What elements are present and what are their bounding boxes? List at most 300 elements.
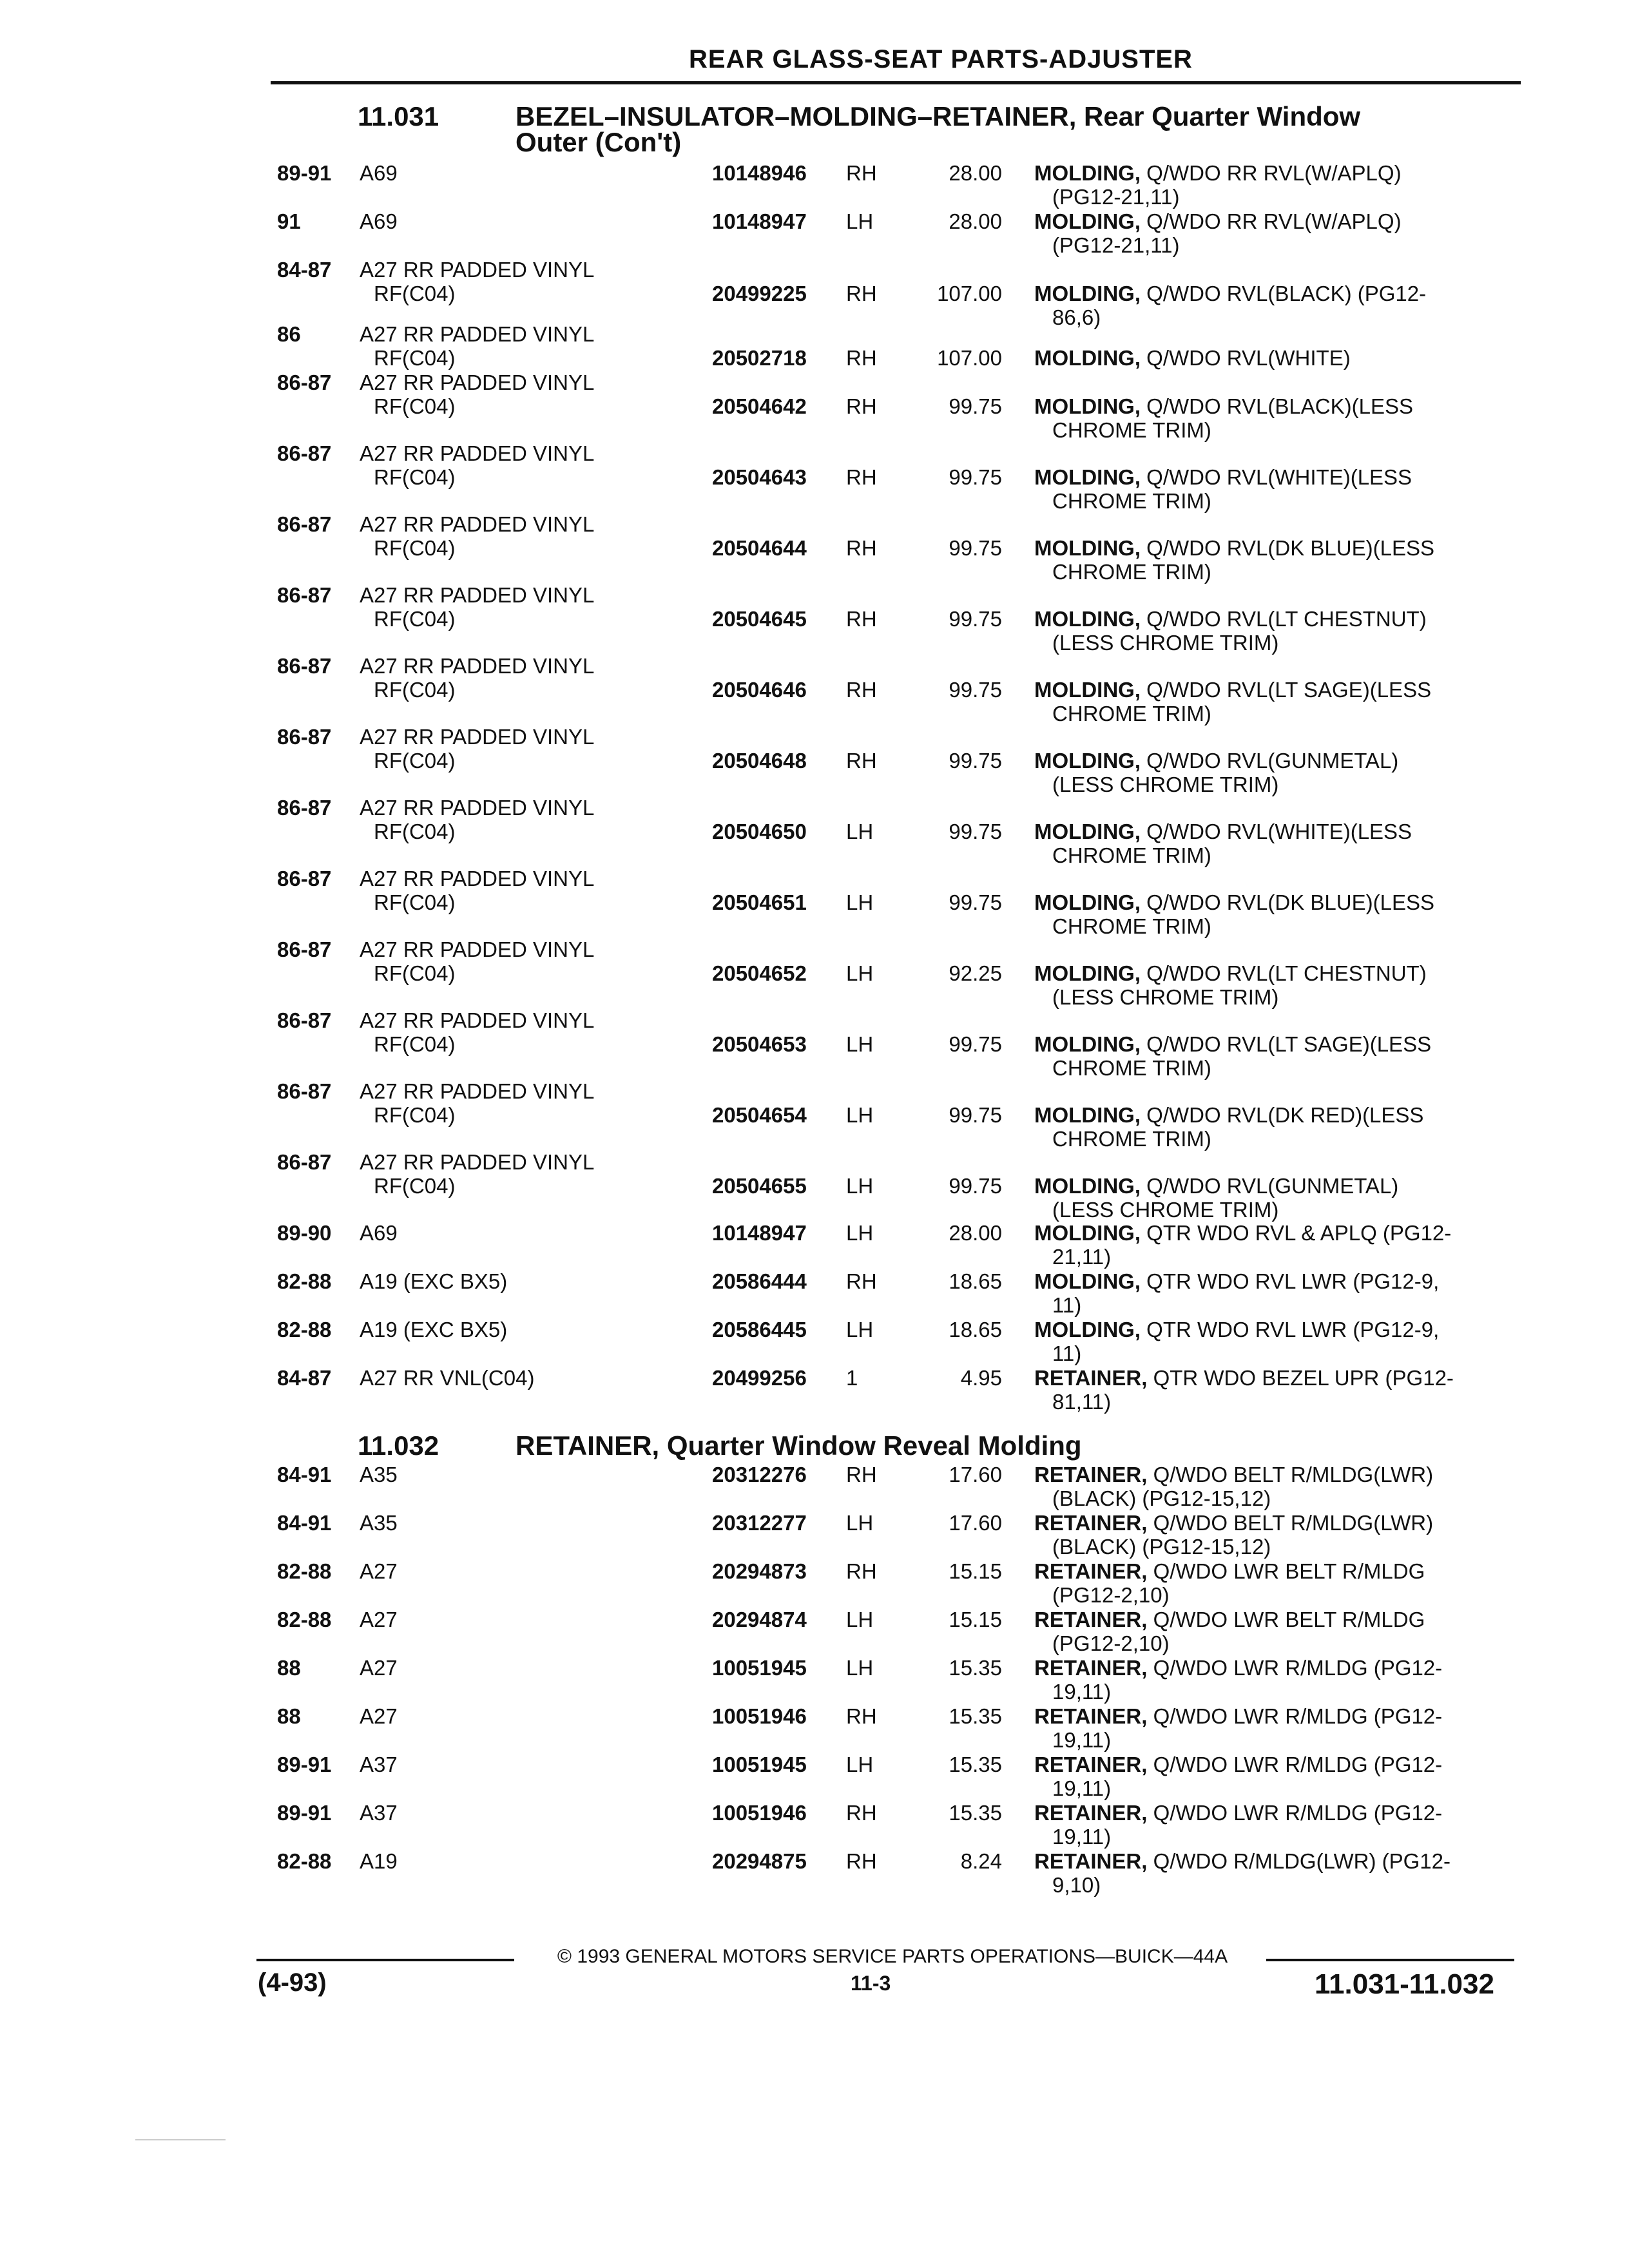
table-row xyxy=(0,583,1629,655)
description-line-2 xyxy=(1052,489,1516,513)
part-number: 10148946 xyxy=(712,161,807,185)
part-number: 20499256 xyxy=(712,1366,807,1390)
list-price: 17.60 xyxy=(949,1511,1002,1535)
description-noun: MOLDING, xyxy=(1034,1221,1141,1245)
table-row xyxy=(0,370,1629,442)
description-line-2 xyxy=(1052,1198,1516,1222)
list-price: 99.75 xyxy=(949,1103,1002,1127)
description-noun: MOLDING, xyxy=(1034,820,1141,843)
description-noun: MOLDING, xyxy=(1034,394,1141,418)
model-line-2: RF(C04) xyxy=(374,1032,456,1056)
part-number: 20504648 xyxy=(712,749,807,773)
list-price: 15.35 xyxy=(949,1704,1002,1728)
description-line-2 xyxy=(1052,1631,1516,1655)
description-line-1 xyxy=(1034,282,1524,305)
model-years: 82-88 xyxy=(277,1849,332,1873)
description-continued: 81,11) xyxy=(1052,1390,1112,1414)
description-line-2 xyxy=(1052,233,1516,257)
part-number: 20586444 xyxy=(712,1269,807,1293)
part-description xyxy=(1034,1318,1524,1365)
description-line-2 xyxy=(1052,702,1516,726)
description-line-1 xyxy=(1034,1559,1524,1583)
table-row xyxy=(0,1849,1629,1896)
model-applicability xyxy=(360,654,708,702)
description-detail: QTR WDO RVL LWR (PG12-9, xyxy=(1140,1269,1440,1293)
part-number: 20504643 xyxy=(712,465,807,489)
table-row xyxy=(0,322,1629,369)
part-description xyxy=(1034,536,1524,584)
model-years: 89-91 xyxy=(277,161,332,185)
model-line-1: A27 RR PADDED VINYL xyxy=(360,725,595,749)
model-line-1: A69 xyxy=(360,161,398,185)
table-row xyxy=(0,512,1629,584)
description-noun: RETAINER, xyxy=(1034,1656,1148,1680)
model-years: 82-88 xyxy=(277,1559,332,1583)
model-applicability xyxy=(360,1608,708,1631)
model-years: 84-91 xyxy=(277,1511,332,1535)
description-line-1 xyxy=(1034,1318,1524,1341)
description-detail: Q/WDO BELT R/MLDG(LWR) xyxy=(1147,1463,1434,1486)
description-noun: MOLDING, xyxy=(1034,961,1141,985)
list-price: 15.35 xyxy=(949,1656,1002,1680)
part-number: 20586445 xyxy=(712,1318,807,1341)
side-quantity: RH xyxy=(846,1269,877,1293)
model-applicability xyxy=(360,1801,708,1825)
list-price: 15.15 xyxy=(949,1559,1002,1583)
part-number: 20504642 xyxy=(712,394,807,418)
section-title: BEZEL–INSULATOR–MOLDING–RETAINER, Rear Quarter Window xyxy=(516,101,1361,131)
description-detail: Q/WDO RVL(BLACK)(LESS xyxy=(1140,394,1413,418)
table-row xyxy=(0,1704,1629,1751)
description-line-1 xyxy=(1034,1032,1524,1056)
model-applicability xyxy=(360,1704,708,1728)
description-line-1 xyxy=(1034,1269,1524,1293)
part-description xyxy=(1034,346,1524,370)
description-continued: 19,11) xyxy=(1052,1728,1112,1752)
model-years: 89-91 xyxy=(277,1753,332,1776)
description-line-2 xyxy=(1052,985,1516,1009)
table-row xyxy=(0,1318,1629,1364)
description-continued: 19,11) xyxy=(1052,1825,1112,1849)
part-description xyxy=(1034,890,1524,938)
part-number: 20294874 xyxy=(712,1608,807,1631)
description-detail: Q/WDO RVL(GUNMETAL) xyxy=(1140,749,1399,773)
model-years: 84-91 xyxy=(277,1463,332,1486)
model-applicability xyxy=(360,1318,708,1341)
description-line-2 xyxy=(1052,560,1516,584)
description-continued: (PG12-2,10) xyxy=(1052,1583,1170,1607)
description-continued: (PG12-21,11) xyxy=(1052,233,1180,257)
description-detail: Q/WDO LWR R/MLDG (PG12- xyxy=(1147,1753,1443,1776)
part-description xyxy=(1034,465,1524,513)
part-description xyxy=(1034,1656,1524,1704)
model-applicability xyxy=(360,1008,708,1056)
description-continued: (LESS CHROME TRIM) xyxy=(1052,631,1279,655)
side-quantity: RH xyxy=(846,394,877,418)
part-description xyxy=(1034,1463,1524,1510)
side-quantity: LH xyxy=(846,820,874,843)
description-line-2 xyxy=(1052,418,1516,442)
description-noun: RETAINER, xyxy=(1034,1753,1148,1776)
description-line-1 xyxy=(1034,749,1524,773)
model-applicability xyxy=(360,322,708,370)
model-line-1: A27 RR PADDED VINYL xyxy=(360,937,595,961)
model-line-1: A27 RR PADDED VINYL xyxy=(360,322,595,346)
description-detail: QTR WDO RVL & APLQ (PG12- xyxy=(1140,1221,1452,1245)
model-applicability xyxy=(360,1656,708,1680)
model-line-1: A19 (EXC BX5) xyxy=(360,1269,508,1293)
model-line-1: A35 xyxy=(360,1511,398,1535)
description-line-1 xyxy=(1034,536,1524,560)
side-quantity: LH xyxy=(846,1318,874,1341)
model-years: 86-87 xyxy=(277,937,332,961)
description-line-2 xyxy=(1052,1825,1516,1849)
description-noun: MOLDING, xyxy=(1034,1032,1141,1056)
description-detail: Q/WDO RVL(LT CHESTNUT) xyxy=(1140,607,1427,631)
description-line-1 xyxy=(1034,161,1524,185)
table-row xyxy=(0,1366,1629,1412)
side-quantity: RH xyxy=(846,1801,877,1825)
model-applicability xyxy=(360,1221,708,1245)
part-description xyxy=(1034,1559,1524,1607)
part-number: 20499225 xyxy=(712,282,807,305)
description-line-2 xyxy=(1052,1776,1516,1800)
list-price: 99.75 xyxy=(949,1174,1002,1198)
description-continued: CHROME TRIM) xyxy=(1052,702,1211,726)
description-continued: 11) xyxy=(1052,1293,1082,1317)
model-line-1: A69 xyxy=(360,209,398,233)
model-years: 86-87 xyxy=(277,583,332,607)
model-years: 86-87 xyxy=(277,867,332,890)
description-line-2 xyxy=(1052,1583,1516,1607)
model-line-2: RF(C04) xyxy=(374,282,456,305)
list-price: 18.65 xyxy=(949,1318,1002,1341)
description-noun: MOLDING, xyxy=(1034,1318,1141,1341)
model-line-1: A69 xyxy=(360,1221,398,1245)
table-row xyxy=(0,1559,1629,1606)
table-row xyxy=(0,441,1629,513)
model-line-2: RF(C04) xyxy=(374,749,456,773)
table-row xyxy=(0,1463,1629,1509)
side-quantity: RH xyxy=(846,1849,877,1873)
description-line-1 xyxy=(1034,1704,1524,1728)
part-description xyxy=(1034,678,1524,726)
description-noun: MOLDING, xyxy=(1034,890,1141,914)
description-noun: RETAINER, xyxy=(1034,1559,1148,1583)
model-applicability xyxy=(360,370,708,418)
model-line-1: A27 xyxy=(360,1704,398,1728)
description-detail: Q/WDO RR RVL(W/APLQ) xyxy=(1140,161,1402,185)
model-applicability xyxy=(360,209,708,233)
description-detail: Q/WDO RVL(DK BLUE)(LESS xyxy=(1140,536,1434,560)
description-line-2 xyxy=(1052,1680,1516,1704)
model-applicability xyxy=(360,1753,708,1776)
model-line-2: RF(C04) xyxy=(374,1174,456,1198)
description-noun: MOLDING, xyxy=(1034,282,1141,305)
table-row xyxy=(0,1753,1629,1799)
description-continued: CHROME TRIM) xyxy=(1052,489,1211,513)
side-quantity: LH xyxy=(846,1608,874,1631)
list-price: 99.75 xyxy=(949,1032,1002,1056)
description-line-1 xyxy=(1034,1103,1524,1127)
part-description xyxy=(1034,961,1524,1009)
description-continued: (PG12-2,10) xyxy=(1052,1631,1170,1655)
list-price: 8.24 xyxy=(960,1849,1002,1873)
side-quantity: RH xyxy=(846,536,877,560)
description-line-1 xyxy=(1034,1221,1524,1245)
header-rule xyxy=(271,81,1521,84)
section-number: 11.032 xyxy=(358,1430,439,1461)
model-line-2: RF(C04) xyxy=(374,394,456,418)
description-noun: MOLDING, xyxy=(1034,209,1141,233)
part-number: 20312277 xyxy=(712,1511,807,1535)
description-line-2 xyxy=(1052,1535,1516,1559)
model-applicability xyxy=(360,441,708,489)
footer-copyright: © 1993 GENERAL MOTORS SERVICE PARTS OPERATIONS—BUICK—44A xyxy=(557,1946,1228,1967)
part-number: 20504646 xyxy=(712,678,807,702)
model-line-1: A27 RR PADDED VINYL xyxy=(360,654,595,678)
list-price: 107.00 xyxy=(937,346,1002,370)
description-noun: RETAINER, xyxy=(1034,1608,1148,1631)
model-line-1: A27 xyxy=(360,1656,398,1680)
side-quantity: RH xyxy=(846,1559,877,1583)
description-detail: Q/WDO RR RVL(W/APLQ) xyxy=(1140,209,1402,233)
model-line-1: A37 xyxy=(360,1753,398,1776)
part-number: 20294875 xyxy=(712,1849,807,1873)
table-row xyxy=(0,654,1629,726)
description-noun: RETAINER, xyxy=(1034,1463,1148,1486)
description-detail: Q/WDO R/MLDG(LWR) (PG12- xyxy=(1147,1849,1451,1873)
model-years: 82-88 xyxy=(277,1608,332,1631)
model-years: 82-88 xyxy=(277,1318,332,1341)
part-description xyxy=(1034,1511,1524,1559)
description-line-1 xyxy=(1034,1608,1524,1631)
part-description xyxy=(1034,607,1524,655)
description-noun: MOLDING, xyxy=(1034,536,1141,560)
description-detail: Q/WDO RVL(WHITE)(LESS xyxy=(1140,820,1412,843)
model-line-1: A27 RR PADDED VINYL xyxy=(360,867,595,890)
model-line-2: RF(C04) xyxy=(374,890,456,914)
description-line-1 xyxy=(1034,209,1524,233)
footer-rule-right xyxy=(1266,1959,1514,1961)
part-number: 20502718 xyxy=(712,346,807,370)
part-description xyxy=(1034,1849,1524,1897)
part-number: 20504644 xyxy=(712,536,807,560)
model-applicability xyxy=(360,1511,708,1535)
description-line-1 xyxy=(1034,465,1524,489)
description-detail: Q/WDO LWR R/MLDG (PG12- xyxy=(1147,1704,1443,1728)
description-line-2 xyxy=(1052,1293,1516,1317)
model-line-1: A27 RR PADDED VINYL xyxy=(360,796,595,820)
description-line-2 xyxy=(1052,773,1516,796)
model-line-1: A27 RR PADDED VINYL xyxy=(360,441,595,465)
side-quantity: LH xyxy=(846,1511,874,1535)
description-detail: Q/WDO RVL(DK RED)(LESS xyxy=(1140,1103,1424,1127)
description-line-2 xyxy=(1052,1873,1516,1897)
footer-page-number: 11-3 xyxy=(851,1972,891,1995)
section-title-continued: Outer (Con't) xyxy=(516,127,682,157)
side-quantity: LH xyxy=(846,1656,874,1680)
model-years: 86-87 xyxy=(277,1150,332,1174)
description-detail: QTR WDO BEZEL UPR (PG12- xyxy=(1147,1366,1454,1390)
description-continued: (LESS CHROME TRIM) xyxy=(1052,773,1279,796)
description-line-1 xyxy=(1034,1463,1524,1486)
side-quantity: RH xyxy=(846,465,877,489)
model-years: 84-87 xyxy=(277,1366,332,1390)
side-quantity: RH xyxy=(846,607,877,631)
part-number: 20504652 xyxy=(712,961,807,985)
part-number: 10051946 xyxy=(712,1801,807,1825)
model-line-1: A27 RR PADDED VINYL xyxy=(360,512,595,536)
description-noun: MOLDING, xyxy=(1034,1269,1141,1293)
model-years: 86 xyxy=(277,322,301,346)
side-quantity: LH xyxy=(846,961,874,985)
description-detail: Q/WDO LWR BELT R/MLDG xyxy=(1147,1559,1425,1583)
description-noun: MOLDING, xyxy=(1034,1103,1141,1127)
description-line-2 xyxy=(1052,843,1516,867)
part-description xyxy=(1034,1032,1524,1080)
description-noun: MOLDING, xyxy=(1034,1174,1141,1198)
description-detail: Q/WDO BELT R/MLDG(LWR) xyxy=(1147,1511,1434,1535)
description-continued: CHROME TRIM) xyxy=(1052,1056,1211,1080)
model-line-2: RF(C04) xyxy=(374,346,456,370)
side-quantity: LH xyxy=(846,1174,874,1198)
list-price: 15.35 xyxy=(949,1753,1002,1776)
description-detail: Q/WDO RVL(DK BLUE)(LESS xyxy=(1140,890,1434,914)
part-number: 10051946 xyxy=(712,1704,807,1728)
description-line-1 xyxy=(1034,678,1524,702)
list-price: 4.95 xyxy=(960,1366,1002,1390)
model-line-2: RF(C04) xyxy=(374,607,456,631)
description-line-2 xyxy=(1052,185,1516,209)
description-continued: CHROME TRIM) xyxy=(1052,843,1211,867)
model-line-2: RF(C04) xyxy=(374,678,456,702)
part-description xyxy=(1034,1366,1524,1414)
description-line-2 xyxy=(1052,1341,1516,1365)
part-description xyxy=(1034,1221,1524,1269)
model-line-1: A27 RR PADDED VINYL xyxy=(360,258,595,282)
model-line-1: A27 RR PADDED VINYL xyxy=(360,1150,595,1174)
table-row xyxy=(0,1008,1629,1080)
footer-date-code: (4-93) xyxy=(258,1968,327,1997)
part-description xyxy=(1034,1103,1524,1151)
table-row xyxy=(0,725,1629,796)
part-number: 20504651 xyxy=(712,890,807,914)
description-continued: CHROME TRIM) xyxy=(1052,560,1211,584)
description-detail: Q/WDO RVL(GUNMETAL) xyxy=(1140,1174,1399,1198)
model-line-1: A27 RR PADDED VINYL xyxy=(360,1008,595,1032)
model-line-1: A27 RR VNL(C04) xyxy=(360,1366,535,1390)
model-applicability xyxy=(360,1366,708,1390)
description-detail: Q/WDO RVL(LT CHESTNUT) xyxy=(1140,961,1427,985)
list-price: 15.35 xyxy=(949,1801,1002,1825)
side-quantity: LH xyxy=(846,1103,874,1127)
part-description xyxy=(1034,749,1524,796)
table-row xyxy=(0,1269,1629,1316)
description-line-1 xyxy=(1034,820,1524,843)
part-description xyxy=(1034,1608,1524,1655)
side-quantity: LH xyxy=(846,1032,874,1056)
part-number: 20504645 xyxy=(712,607,807,631)
model-line-1: A27 RR PADDED VINYL xyxy=(360,583,595,607)
model-years: 86-87 xyxy=(277,512,332,536)
description-noun: RETAINER, xyxy=(1034,1366,1148,1390)
side-quantity: LH xyxy=(846,890,874,914)
list-price: 99.75 xyxy=(949,394,1002,418)
description-line-1 xyxy=(1034,346,1524,370)
model-years: 88 xyxy=(277,1704,301,1728)
list-price: 17.60 xyxy=(949,1463,1002,1486)
part-description xyxy=(1034,1753,1524,1800)
description-noun: RETAINER, xyxy=(1034,1704,1148,1728)
list-price: 92.25 xyxy=(949,961,1002,985)
model-line-2: RF(C04) xyxy=(374,465,456,489)
model-years: 86-87 xyxy=(277,1008,332,1032)
description-noun: RETAINER, xyxy=(1034,1801,1148,1825)
list-price: 99.75 xyxy=(949,820,1002,843)
part-number: 20504653 xyxy=(712,1032,807,1056)
description-line-1 xyxy=(1034,394,1524,418)
description-continued: (LESS CHROME TRIM) xyxy=(1052,985,1279,1009)
part-number: 20312276 xyxy=(712,1463,807,1486)
model-years: 88 xyxy=(277,1656,301,1680)
model-line-1: A27 RR PADDED VINYL xyxy=(360,370,595,394)
model-line-2: RF(C04) xyxy=(374,1103,456,1127)
description-detail: Q/WDO LWR R/MLDG (PG12- xyxy=(1147,1656,1443,1680)
description-detail: Q/WDO RVL(BLACK) (PG12- xyxy=(1140,282,1427,305)
side-quantity: RH xyxy=(846,678,877,702)
description-line-2 xyxy=(1052,631,1516,655)
description-noun: MOLDING, xyxy=(1034,749,1141,773)
description-continued: (BLACK) (PG12-15,12) xyxy=(1052,1535,1271,1559)
list-price: 99.75 xyxy=(949,607,1002,631)
description-continued: (BLACK) (PG12-15,12) xyxy=(1052,1486,1271,1510)
model-years: 84-87 xyxy=(277,258,332,282)
section-number: 11.031 xyxy=(358,101,439,131)
part-description xyxy=(1034,1704,1524,1752)
list-price: 28.00 xyxy=(949,209,1002,233)
description-line-2 xyxy=(1052,914,1516,938)
table-row xyxy=(0,1221,1629,1267)
description-line-2 xyxy=(1052,1127,1516,1151)
model-line-1: A37 xyxy=(360,1801,398,1825)
model-years: 86-87 xyxy=(277,796,332,820)
description-continued: 9,10) xyxy=(1052,1873,1101,1897)
description-continued: (PG12-21,11) xyxy=(1052,185,1180,209)
section-title: RETAINER, Quarter Window Reveal Molding xyxy=(516,1430,1082,1461)
table-row xyxy=(0,867,1629,938)
model-applicability xyxy=(360,937,708,985)
side-quantity: RH xyxy=(846,346,877,370)
description-continued: 11) xyxy=(1052,1341,1082,1365)
model-applicability xyxy=(360,1463,708,1486)
side-quantity: RH xyxy=(846,161,877,185)
description-line-1 xyxy=(1034,1753,1524,1776)
part-number: 10051945 xyxy=(712,1656,807,1680)
side-quantity: RH xyxy=(846,1463,877,1486)
model-line-2: RF(C04) xyxy=(374,961,456,985)
part-description xyxy=(1034,209,1524,257)
description-noun: MOLDING, xyxy=(1034,607,1141,631)
description-continued: 19,11) xyxy=(1052,1680,1112,1704)
description-line-1 xyxy=(1034,1511,1524,1535)
description-line-1 xyxy=(1034,1366,1524,1390)
model-line-2: RF(C04) xyxy=(374,536,456,560)
description-continued: CHROME TRIM) xyxy=(1052,914,1211,938)
model-applicability xyxy=(360,1269,708,1293)
description-detail: Q/WDO RVL(LT SAGE)(LESS xyxy=(1140,1032,1432,1056)
model-applicability xyxy=(360,258,708,305)
